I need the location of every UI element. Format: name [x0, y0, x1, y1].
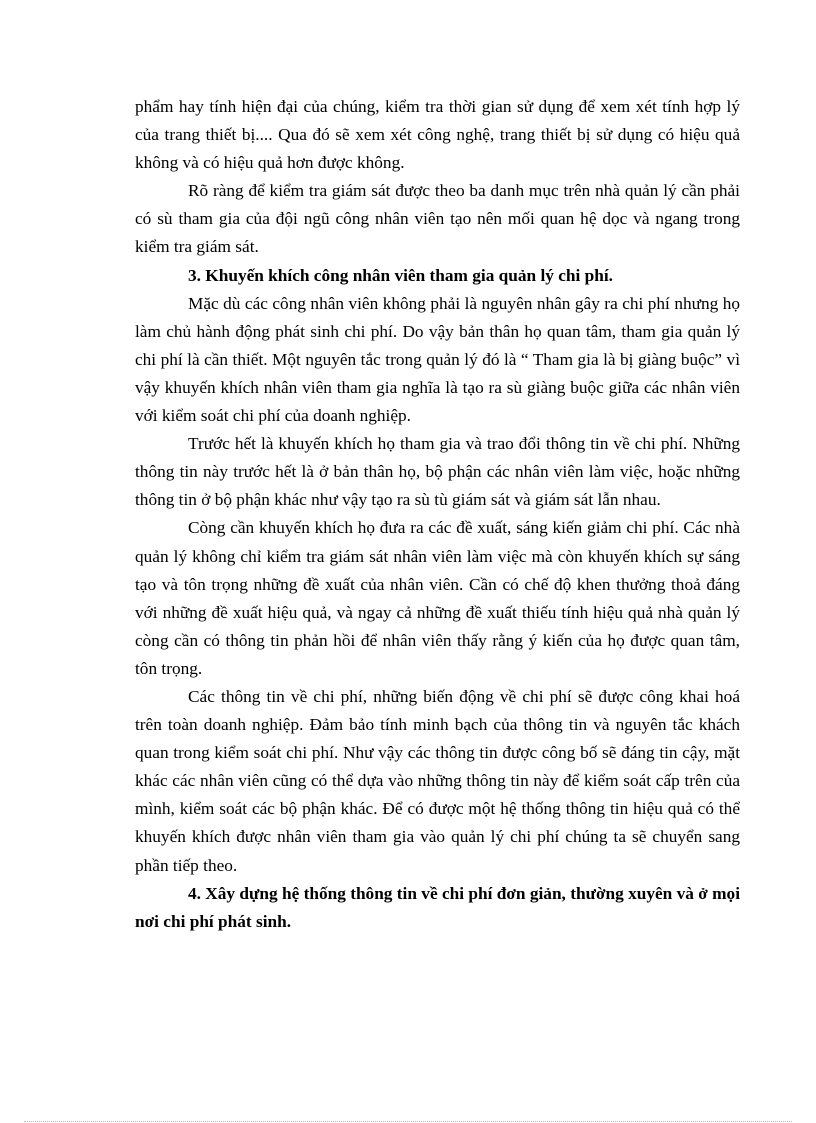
paragraph-body: Rõ ràng để kiểm tra giám sát được theo ba danh mục trên nhà quản lý cần phải có sù tham gia của đội ngũ công nhân viên tạo nên mối quan hệ dọc và ngang trong kiểm tra giám sát.: [135, 181, 740, 257]
paragraph-body: Mặc dù các công nhân viên không phải là nguyên nhân gây ra chi phí nhưng họ làm chủ hành động phát sinh chi phí. Do vậy bản thân họ quan tâm, tham gia quản lý chi phí là cần thiết. Một nguyên tắc trong quản lý đó là “ Tham gia là bị giàng buộc” vì vậy khuyến khích nhân viên tham gia nghĩa là tạo ra sù giàng buộc giữa các nhân viên với kiểm soát chi phí của doanh nghiệp.: [135, 293, 740, 426]
document-page: [135, 93, 740, 936]
page-bottom-divider: [24, 1121, 792, 1122]
section-heading-4: 4. Xây dựng hệ thống thông tin về chi phí đơn giản, thường xuyên và ở mọi nơi chi phí phát sinh.: [135, 883, 740, 931]
paragraph-body: Trước hết là khuyến khích họ tham gia và trao đổi thông tin về chi phí. Những thông tin này trước hết là ở bản thân họ, bộ phận các nhân viên làm việc, hoặc những thông tin ở bộ phận khác như vậy tạo ra sù tù giám sát và giám sát lẫn nhau.: [135, 434, 740, 510]
paragraph-body: Các thông tin về chi phí, những biến động về chi phí sẽ được công khai hoá trên toàn doanh nghiệp. Đảm bảo tính minh bạch của thông tin và nguyên tắc khách quan trong kiểm soát chi phí. Như vậy các thông tin được công bố sẽ đáng tin cậy, mặt khác các nhân viên cũng có thể dựa vào những thông tin này để kiểm soát cấp trên của mình, kiểm soát các bộ phận khác. Để có được một hệ thống thông tin hiệu quả có thể khuyến khích được nhân viên tham gia vào quản lý chi phí chúng ta sẽ chuyển sang phần tiếp theo.: [135, 686, 740, 875]
paragraph-body: Còng cần khuyến khích họ đưa ra các đề xuất, sáng kiến giảm chi phí. Các nhà quản lý không chỉ kiểm tra giám sát nhân viên làm việc mà còn khuyến khích sự sáng tạo và tôn trọng những đề xuất của nhân viên. Cần có chế độ khen thưởng thoả đáng với những đề xuất hiệu quả, và ngay cả những đề xuất thiếu tính hiệu quả nhà quản lý còng cần có thông tin phản hồi để nhân viên thấy rằng ý kiến của họ được quan tâm, tôn trọng.: [135, 518, 740, 678]
section-heading-3: 3. Khuyến khích công nhân viên tham gia quản lý chi phí.: [188, 265, 613, 285]
paragraph-continued: phẩm hay tính hiện đại của chúng, kiểm tra thời gian sử dụng để xem xét tính hợp lý của trang thiết bị.... Qua đó sẽ xem xét công nghệ, trang thiết bị sử dụng có hiệu quả không và có hiệu quả hơn được không.: [135, 97, 740, 173]
